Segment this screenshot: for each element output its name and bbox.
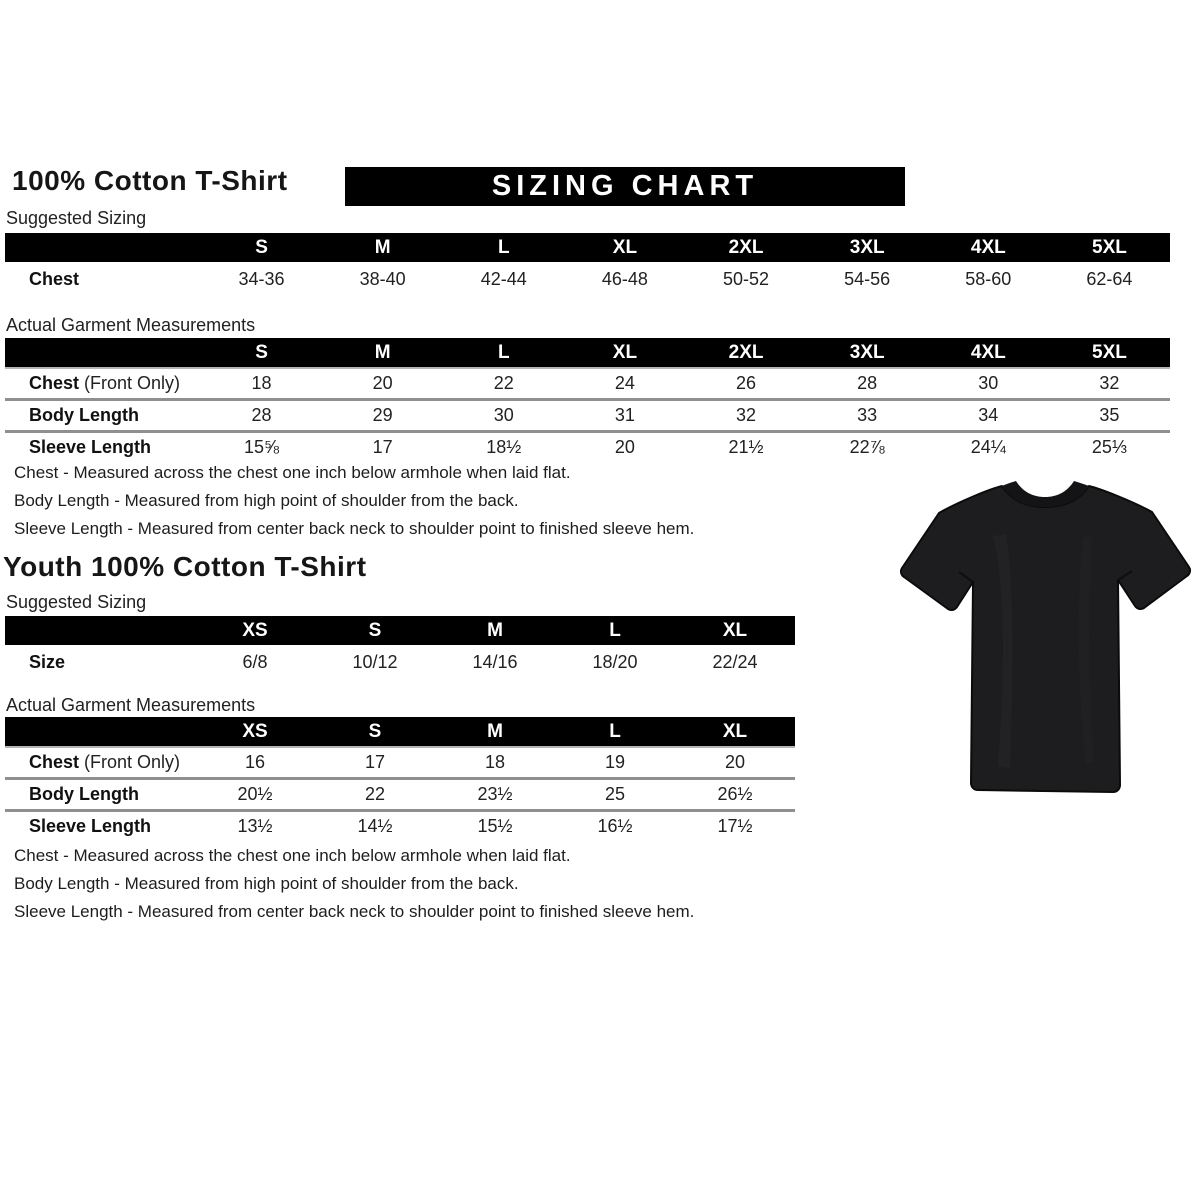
- size-column-header: L: [609, 619, 621, 641]
- table-cell: 26: [736, 373, 757, 393]
- table-cell: 38-40: [359, 269, 406, 289]
- row-label-cell: [5, 652, 195, 673]
- size-column-header: 4XL: [970, 341, 1006, 363]
- youth-actual-measurements-label: Actual Garment Measurements: [6, 695, 256, 715]
- size-column-header: S: [368, 720, 382, 742]
- row-label: Chest: [29, 269, 80, 289]
- size-column-header: XL: [722, 619, 748, 641]
- youth-suggested-sizing-label: Suggested Sizing: [6, 592, 147, 612]
- table-cell: 10/12: [352, 652, 398, 672]
- table-cell: 17: [372, 437, 393, 457]
- table-cell: 30: [493, 405, 514, 425]
- note-chest: Chest - Measured across the chest one inch below armhole when laid flat.: [14, 846, 571, 865]
- size-column-header: S: [255, 236, 268, 258]
- table-cell: 16: [244, 752, 266, 772]
- table-cell: 15⅝: [244, 437, 280, 457]
- tshirt-body: [901, 486, 1190, 792]
- table-cell: 35: [1099, 405, 1120, 425]
- table-cell: 25⅓: [1091, 437, 1127, 457]
- table-cell: 22⅞: [849, 437, 885, 457]
- row-label: Size: [29, 652, 66, 672]
- table-cell: 22/24: [712, 652, 758, 672]
- table-cell: 28: [857, 373, 878, 393]
- table-cell: 46-48: [601, 269, 648, 289]
- size-column-header: 3XL: [849, 341, 885, 363]
- page-title: 100% Cotton T-Shirt: [12, 165, 288, 196]
- table-cell: 21½: [728, 437, 764, 457]
- table-cell: 14½: [357, 816, 393, 836]
- table-cell: 18/20: [592, 652, 638, 672]
- size-column-header: S: [255, 341, 268, 363]
- size-column-header: 3XL: [849, 236, 885, 258]
- tshirt-image: [898, 476, 1193, 808]
- youth-section-title: Youth 100% Cotton T-Shirt: [3, 551, 367, 582]
- youth-actual-measurements-table: [5, 717, 795, 841]
- note-chest: Chest - Measured across the chest one inch below armhole when laid flat.: [14, 463, 571, 482]
- table-cell: 17½: [717, 816, 753, 836]
- table-cell: 20: [372, 373, 393, 393]
- table-cell: 22: [493, 373, 514, 393]
- row-label-cell: [5, 816, 195, 837]
- table-cell: 16½: [597, 816, 633, 836]
- table-cell: 20½: [237, 784, 273, 804]
- size-column-header: XL: [612, 236, 638, 258]
- size-column-header: XS: [242, 619, 268, 641]
- adult-actual-header-row: [5, 338, 1170, 367]
- adult-sleeve-length-row: [5, 430, 1170, 462]
- adult-actual-measurements-label: Actual Garment Measurements: [6, 315, 256, 335]
- table-cell: 29: [372, 405, 393, 425]
- table-cell: 17: [364, 752, 386, 772]
- youth-suggested-sizing-table: [5, 616, 795, 680]
- table-cell: 50-52: [723, 269, 770, 289]
- table-cell: 23½: [477, 784, 513, 804]
- row-label-suffix: (Front Only): [79, 373, 181, 393]
- table-cell: 54-56: [844, 269, 891, 289]
- note-body-length: Body Length - Measured from high point of shoulder from the back.: [14, 491, 519, 510]
- table-cell: 31: [614, 405, 635, 425]
- size-column-header: L: [498, 236, 510, 258]
- size-column-header: XS: [242, 720, 268, 742]
- table-cell: 14/16: [472, 652, 518, 672]
- size-column-header: M: [487, 720, 503, 742]
- adult-suggested-header-row: [5, 233, 1170, 262]
- table-cell: 34: [978, 405, 999, 425]
- note-sleeve-length: Sleeve Length - Measured from center back neck to shoulder point to finished sleeve hem.: [14, 902, 695, 921]
- sizing-chart-banner: [345, 167, 905, 206]
- youth-sleeve-length-row: [5, 809, 795, 841]
- size-column-header: 5XL: [1092, 341, 1127, 363]
- table-cell: 24: [614, 373, 635, 393]
- table-cell: 32: [736, 405, 757, 425]
- youth-body-length-row: [5, 777, 795, 809]
- table-cell: 18: [251, 373, 272, 393]
- row-label: Chest: [29, 752, 80, 772]
- row-label-cell: [5, 784, 195, 805]
- table-cell: 22: [364, 784, 386, 804]
- table-cell: 18½: [486, 437, 522, 457]
- youth-suggested-header-row: [5, 616, 795, 645]
- table-cell: 58-60: [965, 269, 1012, 289]
- size-column-header: L: [498, 341, 510, 363]
- row-label-cell: [5, 437, 201, 458]
- adult-chest-range-row: [5, 262, 1170, 297]
- size-column-header: XL: [722, 720, 748, 742]
- youth-chest-row: [5, 746, 795, 777]
- row-label: Sleeve Length: [29, 816, 152, 836]
- youth-measurement-notes: [14, 842, 694, 926]
- row-label-suffix: (Front Only): [79, 752, 181, 772]
- table-cell: 62-64: [1086, 269, 1133, 289]
- adult-suggested-sizing-label: Suggested Sizing: [6, 208, 147, 228]
- youth-actual-header-row: [5, 717, 795, 746]
- size-column-header: M: [374, 341, 391, 363]
- size-column-header: 5XL: [1092, 236, 1127, 258]
- table-cell: 30: [978, 373, 999, 393]
- table-cell: 24¼: [970, 437, 1006, 457]
- adult-body-length-row: [5, 398, 1170, 430]
- table-cell: 13½: [237, 816, 273, 836]
- table-cell: 26½: [717, 784, 753, 804]
- row-label-cell: [5, 373, 201, 394]
- adult-measurement-notes: [14, 459, 694, 543]
- table-cell: 33: [857, 405, 878, 425]
- row-label: Sleeve Length: [29, 437, 152, 457]
- size-column-header: 2XL: [728, 341, 764, 363]
- note-sleeve-length: Sleeve Length - Measured from center back neck to shoulder point to finished sleeve hem.: [14, 519, 695, 538]
- adult-chest-row: [5, 367, 1170, 398]
- table-cell: 15½: [477, 816, 513, 836]
- adult-actual-measurements-table: [5, 338, 1170, 462]
- tshirt-graphic: [898, 476, 1193, 808]
- table-cell: 6/8: [242, 652, 268, 672]
- table-cell: 20: [724, 752, 746, 772]
- row-label-cell: [5, 405, 201, 426]
- row-label-cell: [5, 752, 195, 773]
- sizing-chart-banner-text: SIZING CHART: [491, 170, 759, 202]
- row-label: Chest: [29, 373, 80, 393]
- size-column-header: S: [368, 619, 382, 641]
- table-cell: 20: [614, 437, 635, 457]
- table-cell: 34-36: [238, 269, 285, 289]
- size-column-header: L: [609, 720, 621, 742]
- row-label: Body Length: [29, 405, 139, 425]
- size-column-header: 4XL: [970, 236, 1006, 258]
- table-cell: 28: [251, 405, 272, 425]
- adult-suggested-sizing-table: [5, 233, 1170, 297]
- row-label-cell: [5, 269, 201, 290]
- size-column-header: XL: [612, 341, 638, 363]
- table-cell: 18: [484, 752, 506, 772]
- table-cell: 19: [604, 752, 626, 772]
- size-column-header: 2XL: [728, 236, 764, 258]
- table-cell: 32: [1099, 373, 1120, 393]
- table-cell: 25: [604, 784, 626, 804]
- table-cell: 42-44: [480, 269, 527, 289]
- size-column-header: M: [374, 236, 391, 258]
- youth-size-row: [5, 645, 795, 680]
- row-label: Body Length: [29, 784, 139, 804]
- note-body-length: Body Length - Measured from high point of shoulder from the back.: [14, 874, 519, 893]
- size-column-header: M: [487, 619, 503, 641]
